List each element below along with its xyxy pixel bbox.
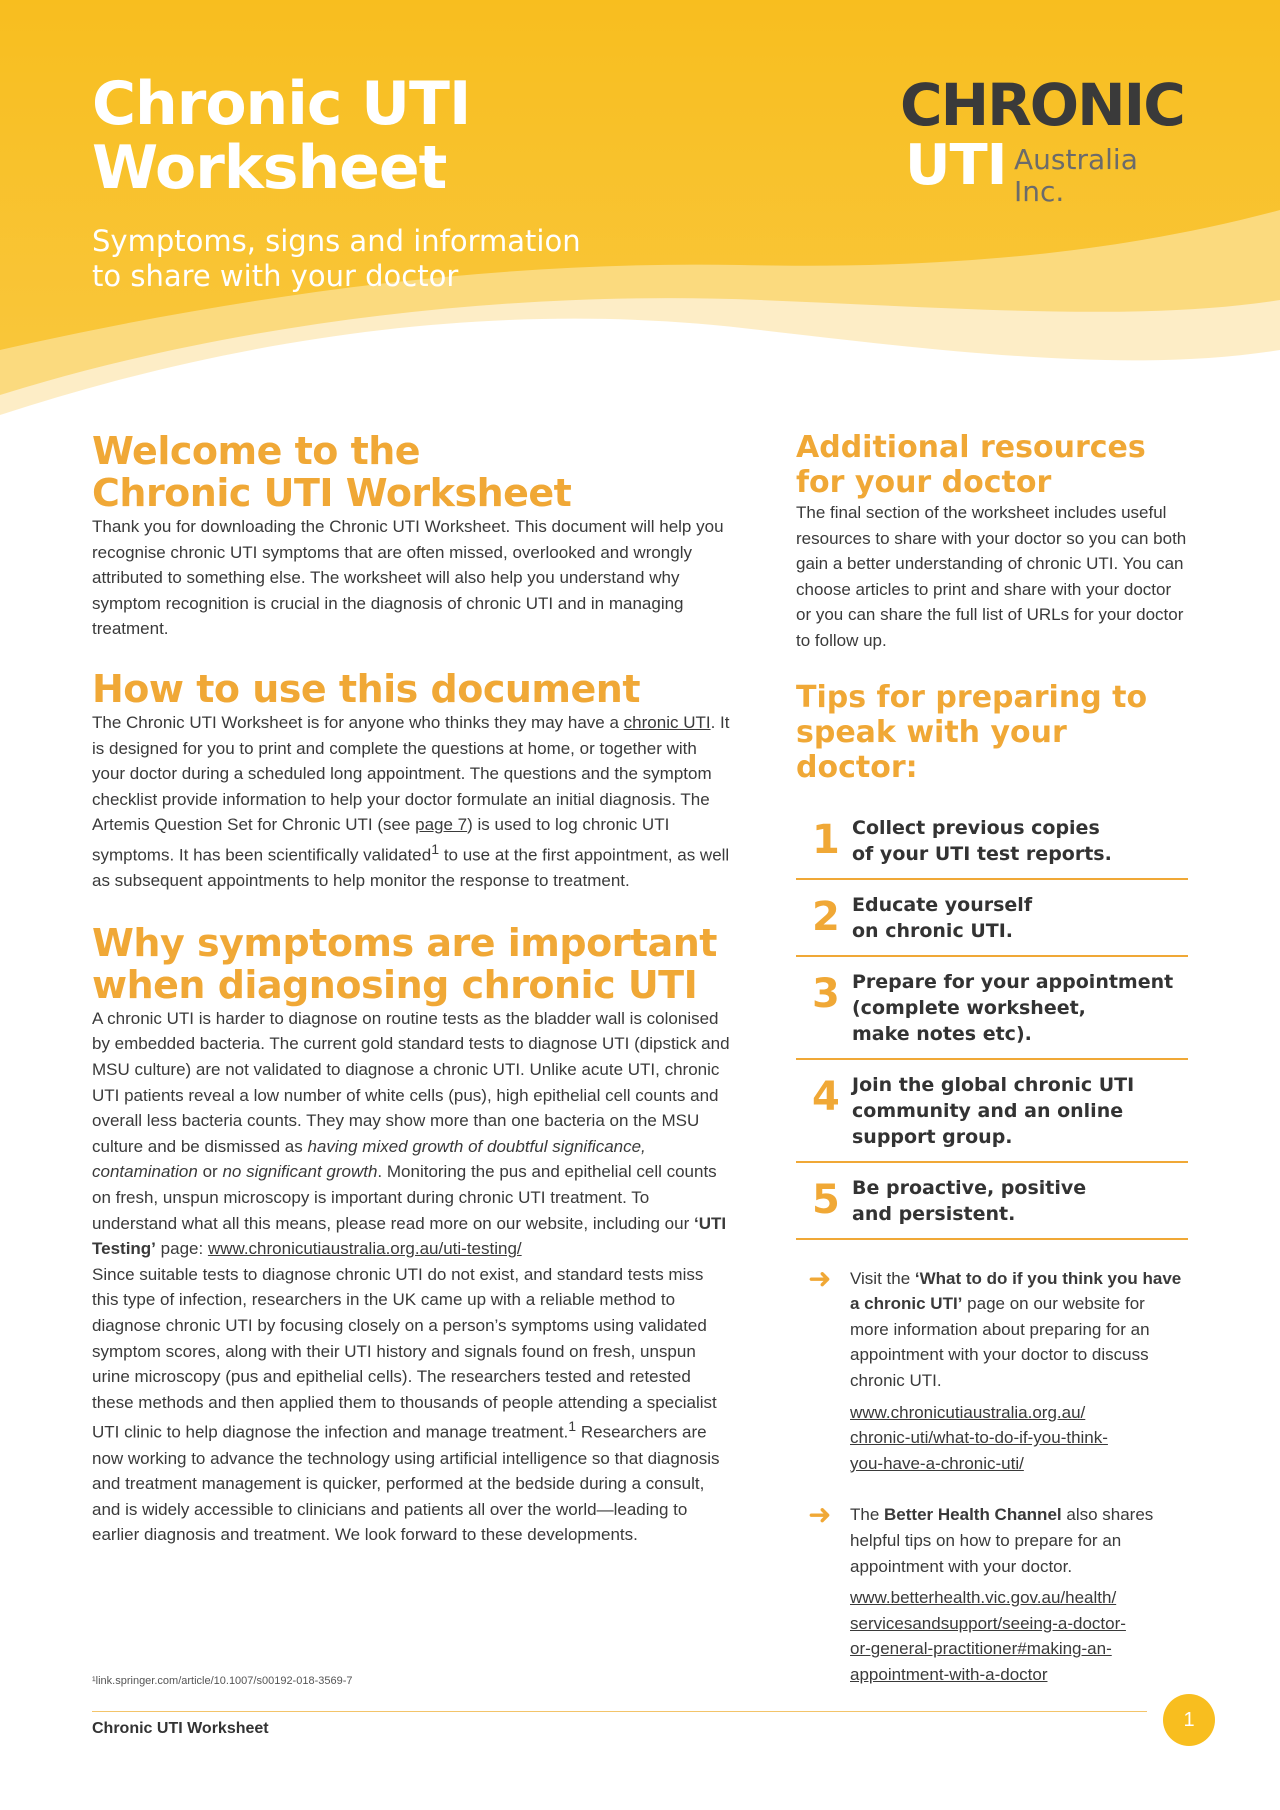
text-run: The [850,1505,880,1525]
tip-item [796,803,1188,880]
bold-text: ‘What to do if you think you have a chronic UTI’ [850,1268,1182,1314]
heading-line: Chronic UTI Worksheet [92,471,572,515]
welcome-heading [92,430,732,514]
page-title [92,69,471,203]
text-run: . It is designed for you to print and complete the questions at home, or together with your doctor during a scheduled long appointment. The questions and the symptom checklist provide information to help your doctor formulate an initial diagnosis. The Artemis Question Set for Chronic UTI (see [92,712,730,835]
tip-text [852,969,1173,1047]
heading-line: speak with your doctor: [796,714,1067,785]
chronic-uti-australia-logo [900,71,1190,208]
text-run: Visit the [850,1268,911,1288]
tip-line: Be proactive, positive [852,1176,1087,1199]
resource-description [850,1502,1188,1579]
tip-number: 3 [812,970,840,1017]
subtitle-line: to share with your doctor [92,259,459,293]
tip-number: 4 [812,1073,840,1120]
resource-link-item [796,1498,1188,1687]
footnote-ref: 1 [568,1419,577,1436]
heading-line: for your doctor [796,465,1052,500]
header-banner [0,0,1280,430]
how-to-use-body [92,710,732,894]
page-7-link[interactable]: page 7 [415,815,468,835]
resources-body: The final section of the worksheet includes useful resources to share with your doctor so you can both gain a better understanding of chronic UTI. You can choose articles to print and share with your doctor or you can share the full list of URLs for your doctor to follow up. [796,503,1187,650]
text-run: page on our website for more information about preparing for an appointment with your doctor to discuss chronic UTI. [850,1294,1150,1390]
text-run: to use at the first appointment, as well as subsequent appointments to help monitor the response to treatment. [92,845,730,891]
text-run: Since suitable tests to diagnose chronic UTI do not exist, and standard tests miss this type of infection, researchers in the UK came up with a reliable method to diagnose chronic UTI by focusing closely on a person’s symptoms using validated symptom scores, along with their UTI history and signals found on fresh, unspun urine microscopy (pus and epithelial cells). The researchers tested and retested these methods and then applied them to thousands of people attending a specialist UTI clinic to help diagnose the infection and manage treatment. [92,1264,717,1442]
text-run: The Chronic UTI Worksheet is for anyone who thinks they may have a [92,712,619,732]
url-line[interactable]: you-have-a-chronic-uti/ [850,1453,1024,1473]
tip-text [852,1072,1134,1150]
tip-line: of your UTI test reports. [852,842,1112,865]
tip-line: on chronic UTI. [852,919,1013,942]
right-column [796,430,1188,1687]
tip-number: 1 [812,816,840,863]
heading-line: Welcome to the [92,429,421,473]
left-column [92,430,732,1548]
url-line[interactable]: servicesandsupport/seeing-a-doctor- [850,1613,1126,1633]
tip-number: 2 [812,893,840,940]
page-subtitle [92,224,581,294]
tip-line: Collect previous copies [852,816,1100,839]
footnote: ¹link.springer.com/article/10.1007/s00192-018-3569-7 [92,1675,353,1687]
what-to-do-link[interactable] [850,1400,1188,1477]
italic-text: no significant growth [222,1162,378,1182]
resource-link-item [796,1261,1188,1477]
footer-title: Chronic UTI Worksheet [92,1720,269,1737]
tip-item [796,1060,1188,1163]
url-line[interactable]: or-general-practitioner#making-an- [850,1639,1112,1659]
tip-item [796,880,1188,957]
italic-text: having mixed growth of doubtful significance, contamination [92,1136,646,1182]
tip-item [796,1163,1188,1240]
chronic-uti-link[interactable]: chronic UTI [623,712,711,732]
tips-list [796,803,1188,1240]
resource-link-content [850,1266,1188,1477]
resource-description [850,1266,1188,1394]
bold-text: ‘UTI Testing’ [92,1213,727,1259]
why-symptoms-body-2 [92,1262,732,1548]
tip-text [852,1175,1086,1227]
tip-line: make notes etc). [852,1022,1032,1045]
tip-item [796,957,1188,1060]
url-line[interactable]: www.betterhealth.vic.gov.au/health/ [850,1588,1117,1608]
why-symptoms-heading [92,922,732,1006]
logo-word-australia: Australia Inc. [1014,143,1138,208]
tip-line: support group. [852,1125,1013,1148]
text-run: A chronic UTI is harder to diagnose on routine tests as the bladder wall is colonised by embedded bacteria. The current gold standard tests to diagnose UTI (dipstick and MSU culture) are not validated to diagnose a chronic UTI. Unlike acute UTI, chronic UTI patients reveal a low number of white cells (pus), high epithelial cell counts and overall less bacteria counts. They may show more than one bacteria on the MSU culture and be dismissed as [92,1008,730,1156]
page-title-line: Chronic UTI [92,69,471,139]
url-line[interactable]: appointment-with-a-doctor [850,1664,1048,1684]
tip-number: 5 [812,1176,840,1223]
tip-line: Prepare for your appointment [852,970,1174,993]
text-run: ) is used to log chronic UTI symptoms. It has been scientifically validated [92,815,670,865]
resource-link-content [850,1502,1188,1687]
text-run: also shares helpful tips on how to prepare for an appointment with your doctor. [850,1505,1154,1576]
heading-line: Additional resources [796,430,1146,465]
heading-line: when diagnosing chronic UTI [92,962,698,1007]
url-line[interactable]: chronic-uti/what-to-do-if-you-think- [850,1428,1108,1448]
text-run: . Monitoring the pus and epithelial cell counts on fresh, unspun microscopy is important during chronic UTI treatment. To understand what all this means, please read more on our website, including our [92,1162,717,1233]
logo-word-chronic: CHRONIC [900,71,1184,139]
url-line[interactable]: www.chronicutiaustralia.org.au/ [850,1402,1086,1422]
text-run: page: [160,1239,204,1259]
footnote-ref: 1 [431,841,440,858]
better-health-link[interactable] [850,1585,1188,1687]
tip-line: and persistent. [852,1202,1016,1225]
page-number-badge: 1 [1163,1694,1215,1746]
text-run: or [202,1162,218,1182]
tip-text [852,815,1112,867]
tip-line: Join the global chronic UTI [852,1073,1135,1096]
uti-testing-link[interactable]: www.chronicutiaustralia.org.au/uti-testing/ [207,1239,522,1259]
tip-text [852,892,1032,944]
text-run: Researchers are now working to advance the technology using artificial intelligence so that diagnosis and treatment management is quicker, performed at the bedside during a consult, and is widely accessible to clinicians and patients all over the world—leading to earlier diagnosis and treatment. We look forward to these developments. [92,1422,720,1545]
resources-heading [796,430,1188,500]
tips-heading [796,680,1188,785]
page-title-line: Worksheet [92,133,447,203]
tip-line: Educate yourself [852,893,1033,916]
footer-divider [92,1711,1147,1712]
arrow-right-icon: ➜ [808,1498,832,1532]
subtitle-line: Symptoms, signs and information [92,224,581,258]
how-to-use-heading: How to use this document [92,666,640,711]
why-symptoms-body-1 [92,1006,732,1262]
heading-line: Tips for preparing to [796,679,1148,715]
bold-text: Better Health Channel [884,1505,1062,1525]
heading-line: Why symptoms are important [92,920,717,965]
tip-line: community and an online [852,1099,1124,1122]
header-wave-background [0,0,1280,430]
logo-word-uti: UTI [905,133,1007,198]
welcome-body: Thank you for downloading the Chronic UTI Worksheet. This document will help you recognise chronic UTI symptoms that are often missed, overlooked and wrongly attributed to something else. The worksheet will also help you understand why symptom recognition is crucial in the diagnosis of chronic UTI and in managing treatment. [92,517,724,639]
arrow-right-icon: ➜ [808,1261,832,1295]
tip-line: (complete worksheet, [852,996,1086,1019]
